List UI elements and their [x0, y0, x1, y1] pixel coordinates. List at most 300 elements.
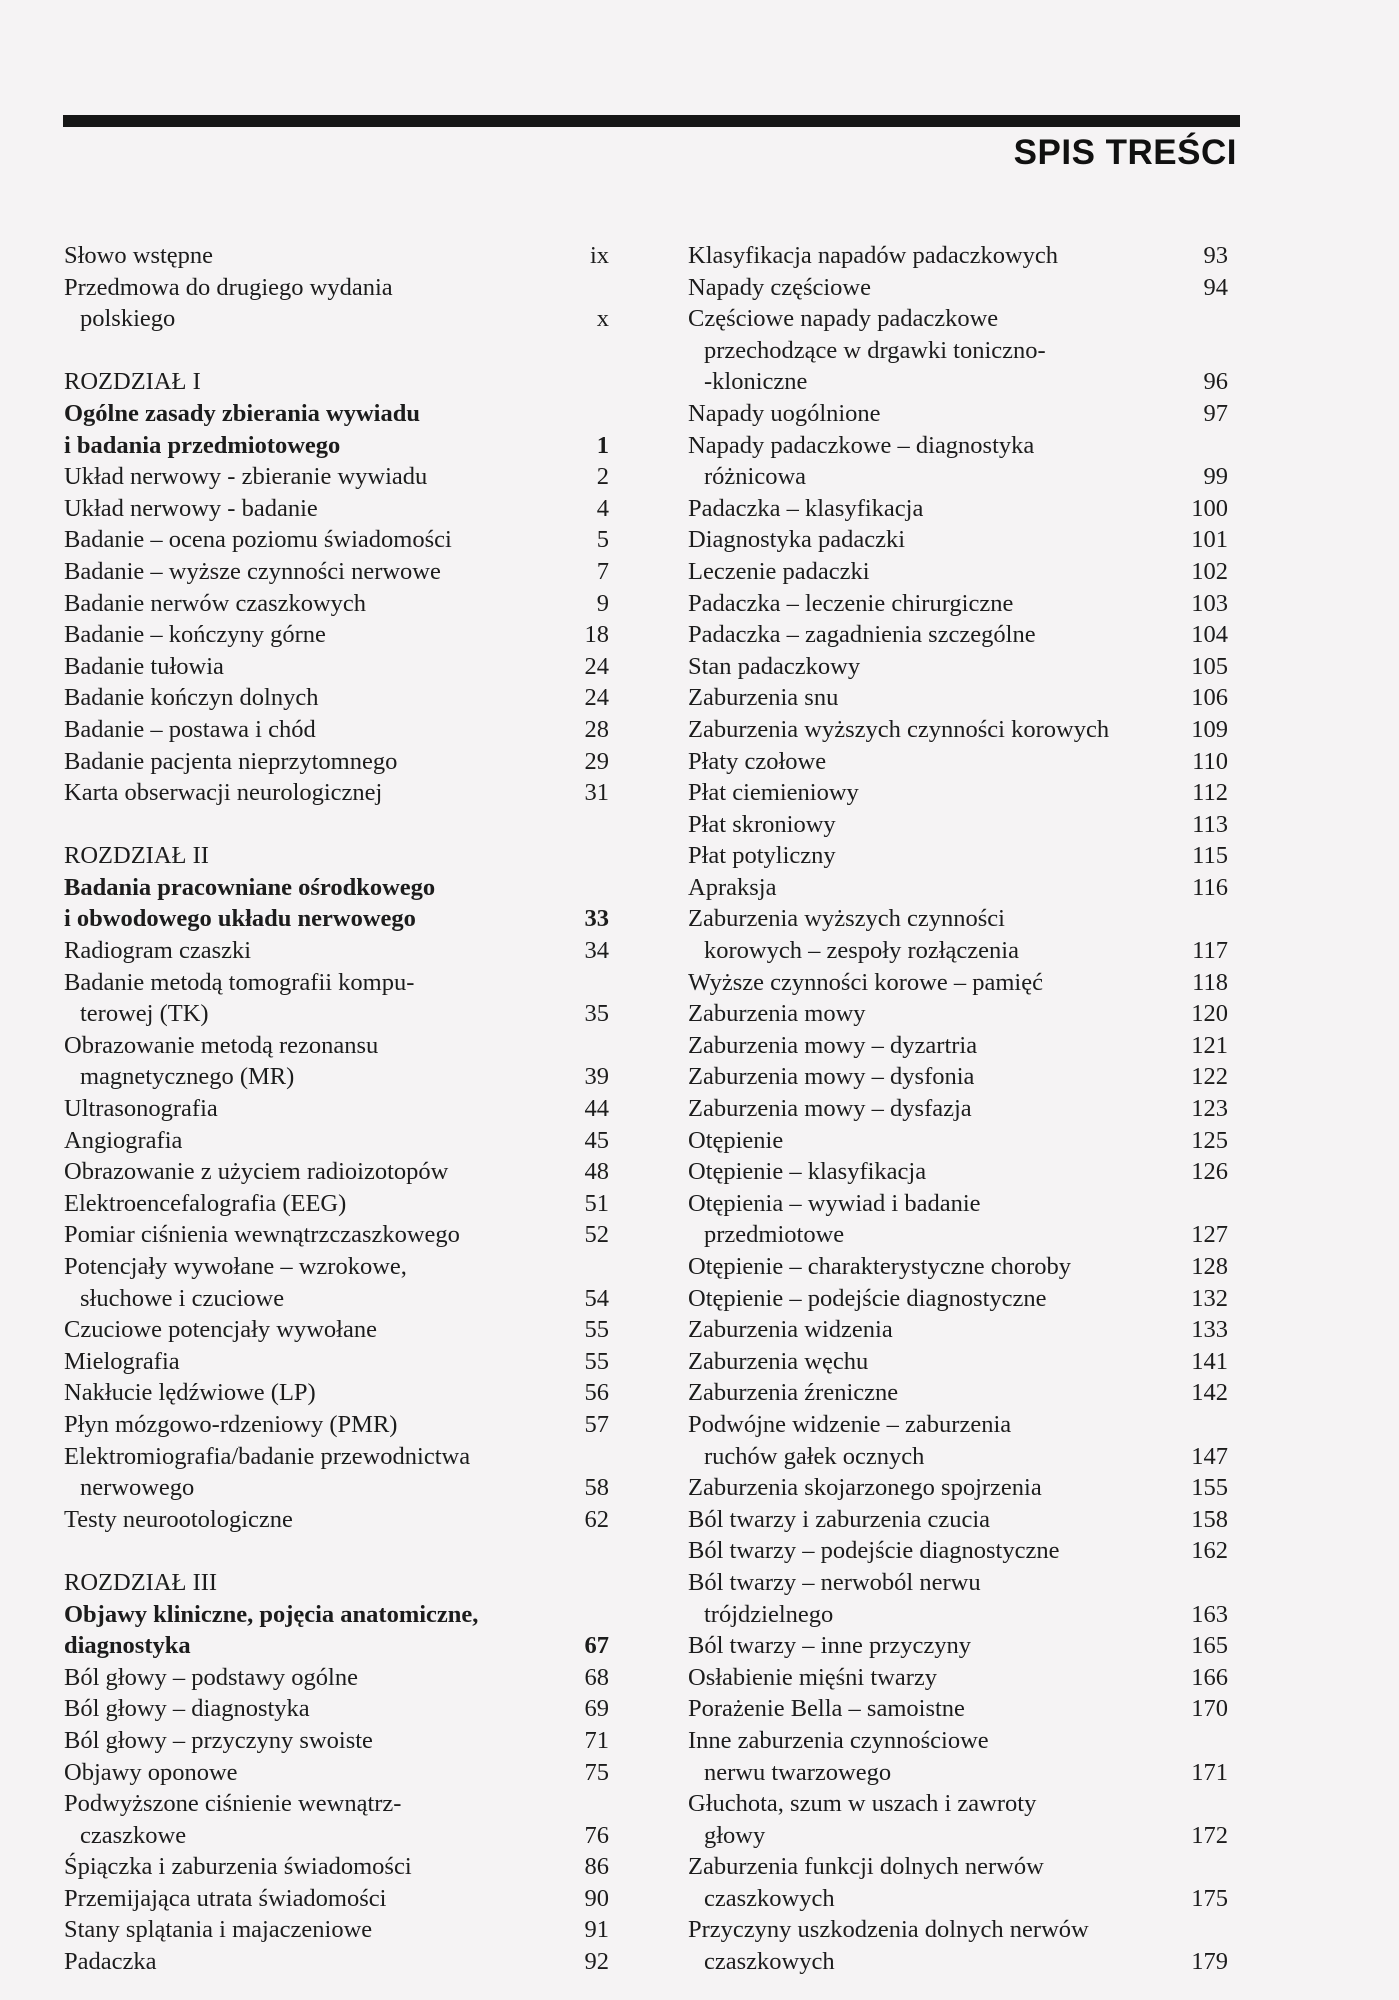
toc-entry-title — [64, 1409, 565, 1441]
toc-entry-line: Badanie pacjenta nieprzytomnego — [64, 747, 398, 775]
toc-entry-title — [64, 1314, 565, 1346]
toc-entry — [64, 1219, 609, 1251]
toc-entry-line: Klasyfikacja napadów padaczkowych — [688, 242, 1059, 269]
toc-entry — [64, 1883, 609, 1915]
toc-entry-title — [64, 524, 565, 556]
toc-entry-line: Diagnostyka padaczki — [688, 526, 906, 554]
toc-entry-title — [64, 651, 565, 683]
toc-entry-title — [688, 493, 1184, 525]
toc-entry-line: Zaburzenia mowy – dyzartria — [688, 1031, 978, 1059]
toc-entry-line: Obrazowanie z użyciem radioizotopów — [64, 1158, 449, 1186]
toc-entry-title — [688, 1283, 1184, 1315]
toc-entry-title — [64, 1125, 565, 1157]
toc-entry-title — [688, 524, 1184, 556]
toc-page-number: 69 — [584, 1695, 609, 1723]
toc-entry-title — [688, 651, 1184, 683]
toc-entry — [688, 1030, 1228, 1062]
toc-entry — [688, 1472, 1228, 1504]
toc-page-number: 4 — [596, 494, 609, 522]
toc-entry-line: Płat skroniowy — [688, 810, 836, 838]
toc-page-number: 75 — [584, 1758, 609, 1786]
toc-entry-line: trójdzielnego — [704, 1600, 834, 1628]
toc-entry-title — [688, 1788, 1184, 1851]
toc-entry — [688, 1125, 1228, 1157]
toc-entry-line: Płat potyliczny — [688, 842, 836, 870]
toc-entry-line: Płyn mózgowo-rdzeniowy (PMR) — [64, 1410, 398, 1438]
toc-entry-line: nerwu twarzowego — [704, 1758, 892, 1786]
toc-entry — [688, 651, 1228, 683]
toc-entry-line: Elektromiografia/badanie przewodnictwa — [64, 1442, 471, 1470]
toc-entry — [688, 967, 1228, 999]
toc-entry — [688, 303, 1228, 398]
toc-entry-title — [688, 1188, 1184, 1251]
toc-page-number: 55 — [584, 1347, 609, 1375]
toc-entry — [688, 1188, 1228, 1251]
toc-entry-title — [688, 1251, 1184, 1283]
toc-entry — [688, 1567, 1228, 1630]
toc-entry-title — [688, 1725, 1184, 1788]
toc-entry-title — [64, 1377, 565, 1409]
toc-entry-line: Częściowe napady padaczkowe — [688, 305, 999, 333]
toc-page-number: 31 — [584, 779, 609, 807]
toc-page-number: 24 — [584, 652, 609, 680]
toc-page-number: 7 — [596, 557, 609, 585]
toc-entry-line: Podwyższone ciśnienie wewnątrz- — [64, 1790, 402, 1818]
toc-entry-title — [688, 809, 1184, 841]
toc-page-number: 155 — [1191, 1474, 1228, 1502]
toc-entry-line: Badanie tułowia — [64, 652, 224, 680]
toc-entry-line: polskiego — [80, 305, 176, 333]
toc-entry-line: Objawy kliniczne, pojęcia anatomiczne, — [64, 1600, 479, 1628]
toc-entry-title — [688, 840, 1184, 872]
toc-page-number: 33 — [584, 905, 609, 933]
toc-entry-title — [64, 588, 565, 620]
toc-page-number: 112 — [1192, 779, 1228, 807]
toc-entry-line: Ból głowy – przyczyny swoiste — [64, 1726, 373, 1754]
toc-page-number: 101 — [1191, 526, 1228, 554]
toc-page-number: 9 — [596, 589, 609, 617]
toc-page-number: 58 — [584, 1474, 609, 1502]
toc-page-number: 100 — [1191, 494, 1228, 522]
toc-entry — [688, 272, 1228, 304]
toc-entry-line: Radiogram czaszki — [64, 937, 252, 965]
toc-page-number: 170 — [1191, 1695, 1228, 1723]
toc-entry-line: Osłabienie mięśni twarzy — [688, 1663, 938, 1691]
toc-entry-line: Inne zaburzenia czynnościowe — [688, 1726, 989, 1754]
toc-page-number: 51 — [584, 1189, 609, 1217]
toc-entry-title — [64, 1504, 565, 1536]
toc-entry — [688, 903, 1228, 966]
toc-page-number: 39 — [584, 1063, 609, 1091]
toc-entry-title — [688, 682, 1184, 714]
toc-entry-line: Wyższe czynności korowe – pamięć — [688, 968, 1043, 996]
toc-entry-title — [64, 682, 565, 714]
toc-entry-line: Zaburzenia wyższych czynności — [688, 905, 1005, 933]
toc-entry-title — [64, 746, 565, 778]
toc-page-number: 96 — [1203, 368, 1228, 396]
toc-page-number: 126 — [1191, 1158, 1228, 1186]
toc-entry — [64, 651, 609, 683]
toc-entry-line: czaszkowe — [80, 1821, 187, 1849]
toc-entry-line: Ból twarzy – podejście diagnostyczne — [688, 1537, 1060, 1565]
toc-entry-title — [688, 1314, 1184, 1346]
toc-entry-title — [688, 1093, 1184, 1125]
toc-entry-line: Stany splątania i majaczeniowe — [64, 1916, 373, 1944]
toc-entry — [688, 840, 1228, 872]
toc-entry — [64, 682, 609, 714]
toc-entry — [688, 1346, 1228, 1378]
toc-entry-title — [688, 714, 1184, 746]
toc-entry-title — [64, 777, 565, 809]
toc-entry-line: Zaburzenia widzenia — [688, 1316, 893, 1344]
toc-entry — [64, 1377, 609, 1409]
toc-entry-line: terowej (TK) — [80, 1000, 209, 1028]
toc-entry-line: Apraksja — [688, 873, 777, 901]
toc-entry-line: Napady częściowe — [688, 273, 871, 301]
toc-entry-line: Badanie kończyn dolnych — [64, 684, 319, 712]
toc-entry-line: czaszkowych — [704, 1948, 835, 1976]
toc-page-number: ix — [589, 242, 609, 269]
toc-entry-line: magnetycznego (MR) — [80, 1063, 295, 1091]
toc-entry — [64, 461, 609, 493]
toc-entry-title — [688, 1630, 1184, 1662]
toc-page-number: 142 — [1191, 1379, 1228, 1407]
toc-entry-title — [64, 714, 565, 746]
toc-entry — [688, 1662, 1228, 1694]
toc-entry-title — [64, 1030, 565, 1093]
toc-entry-title — [688, 272, 1184, 304]
toc-right-column — [688, 240, 1228, 1978]
toc-entry-title — [64, 272, 565, 335]
toc-page-number: 171 — [1191, 1758, 1228, 1786]
toc-entry-line: Padaczka – leczenie chirurgiczne — [688, 589, 1014, 617]
toc-page-number: x — [596, 305, 609, 333]
toc-entry-title — [64, 1883, 565, 1915]
toc-entry-line: Pomiar ciśnienia wewnątrzczaszkowego — [64, 1221, 460, 1249]
toc-entry — [688, 1061, 1228, 1093]
toc-entry-title — [688, 1504, 1184, 1536]
toc-entry — [688, 1093, 1228, 1125]
toc-entry-line: Ból twarzy – inne przyczyny — [688, 1632, 972, 1660]
toc-entry-line: Ból głowy – diagnostyka — [64, 1695, 310, 1723]
toc-entry-title — [688, 1851, 1184, 1914]
toc-entry-title — [688, 903, 1184, 966]
toc-page-number: 34 — [584, 937, 609, 965]
toc-entry — [688, 1630, 1228, 1662]
toc-entry-line: Płat ciemieniowy — [688, 779, 859, 807]
toc-entry-line: Padaczka – klasyfikacja — [688, 494, 924, 522]
toc-entry-title — [688, 303, 1184, 398]
toc-entry-title — [688, 1346, 1184, 1378]
toc-entry — [688, 1251, 1228, 1283]
toc-entry — [688, 777, 1228, 809]
toc-entry-title — [64, 967, 565, 1030]
toc-entry-title — [64, 493, 565, 525]
toc-page-number: 106 — [1191, 684, 1228, 712]
toc-entry — [688, 1788, 1228, 1851]
toc-entry-line: Objawy oponowe — [64, 1758, 238, 1786]
toc-page-number: 166 — [1191, 1663, 1228, 1691]
toc-page-number: 179 — [1191, 1948, 1228, 1976]
toc-entry — [688, 1409, 1228, 1472]
chapter-heading: ROZDZIAŁ II — [64, 842, 209, 870]
toc-entry-line: głowy — [704, 1821, 766, 1849]
toc-entry-title — [688, 1567, 1184, 1630]
toc-entry-title — [688, 240, 1184, 272]
toc-entry-line: Zaburzenia mowy – dysfazja — [688, 1095, 972, 1123]
toc-entry — [64, 272, 609, 335]
toc-entry — [64, 714, 609, 746]
toc-entry — [688, 1314, 1228, 1346]
toc-entry — [64, 1314, 609, 1346]
chapter-title-entry — [64, 1599, 609, 1662]
toc-page-number: 68 — [584, 1663, 609, 1691]
toc-entry — [64, 1946, 609, 1978]
toc-entry — [64, 1757, 609, 1789]
toc-entry-title — [688, 1535, 1184, 1567]
toc-entry-line: Porażenie Bella – samoistne — [688, 1695, 965, 1723]
toc-entry-line: korowych – zespoły rozłączenia — [704, 937, 1019, 965]
toc-page-number: 115 — [1192, 842, 1228, 870]
toc-entry — [688, 1914, 1228, 1977]
toc-entry-line: Śpiączka i zaburzenia świadomości — [64, 1853, 412, 1881]
toc-page-number: 24 — [584, 684, 609, 712]
toc-entry-line: Zaburzenia funkcji dolnych nerwów — [688, 1853, 1044, 1881]
toc-entry — [688, 682, 1228, 714]
toc-entry — [64, 967, 609, 1030]
toc-page-number: 175 — [1191, 1884, 1228, 1912]
toc-entry-line: Potencjały wywołane – wzrokowe, — [64, 1253, 407, 1280]
toc-page-number: 141 — [1191, 1347, 1228, 1375]
toc-page-number: 121 — [1191, 1031, 1228, 1059]
toc-entry-line: ruchów gałek ocznych — [704, 1442, 925, 1470]
toc-page-number: 92 — [584, 1948, 609, 1976]
toc-entry — [64, 777, 609, 809]
chapter-title-entry — [64, 872, 609, 935]
toc-entry-title — [688, 1409, 1184, 1472]
toc-entry-title — [688, 1125, 1184, 1157]
header-rule — [63, 115, 1240, 127]
toc-entry-line: Płaty czołowe — [688, 747, 827, 775]
toc-entry-line: Otępienie – klasyfikacja — [688, 1158, 927, 1186]
toc-entry — [64, 1093, 609, 1125]
toc-entry-line: czaszkowych — [704, 1884, 835, 1912]
toc-entry-line: Otępienia – wywiad i badanie — [688, 1189, 981, 1217]
toc-entry — [688, 998, 1228, 1030]
toc-entry — [688, 1851, 1228, 1914]
toc-entry-line: Zaburzenia źreniczne — [688, 1379, 899, 1407]
toc-entry-title — [64, 935, 565, 967]
toc-entry-title — [64, 1693, 565, 1725]
toc-page-number: 54 — [584, 1284, 609, 1312]
toc-entry — [688, 493, 1228, 525]
toc-entry — [64, 1125, 609, 1157]
toc-entry-title — [688, 1377, 1184, 1409]
toc-entry — [688, 1377, 1228, 1409]
toc-page-number: 125 — [1191, 1126, 1228, 1154]
toc-page-number: 118 — [1192, 968, 1228, 996]
toc-entry-line: -kloniczne — [704, 368, 808, 396]
toc-page-number: 99 — [1203, 463, 1228, 491]
toc-page-number: 35 — [584, 1000, 609, 1028]
toc-entry-line: Ogólne zasady zbierania wywiadu — [64, 399, 420, 427]
toc-page-number: 90 — [584, 1884, 609, 1912]
toc-page-number: 86 — [584, 1853, 609, 1881]
toc-entry-line: Ultrasonografia — [64, 1095, 218, 1123]
toc-entry-line: Zaburzenia wyższych czynności korowych — [688, 715, 1110, 743]
toc-entry — [64, 746, 609, 778]
toc-entry-line: Czuciowe potencjały wywołane — [64, 1316, 377, 1344]
toc-entry-title — [688, 619, 1184, 651]
toc-page-number: 62 — [584, 1505, 609, 1533]
toc-page-number: 127 — [1191, 1221, 1228, 1249]
toc-page-number: 48 — [584, 1158, 609, 1186]
toc-entry — [688, 714, 1228, 746]
toc-entry-line: Badanie metodą tomografii kompu- — [64, 968, 415, 996]
toc-entry — [688, 809, 1228, 841]
toc-entry-title — [688, 1030, 1184, 1062]
toc-page-number: 57 — [584, 1410, 609, 1438]
toc-entry-title — [688, 1472, 1184, 1504]
toc-entry-line: Układ nerwowy - zbieranie wywiadu — [64, 463, 428, 491]
toc-entry-title — [64, 556, 565, 588]
toc-entry — [64, 935, 609, 967]
toc-entry-line: Przemijająca utrata świadomości — [64, 1884, 387, 1912]
toc-entry-line: Angiografia — [64, 1126, 183, 1154]
toc-entry-line: Badanie nerwów czaszkowych — [64, 589, 367, 617]
toc-entry-title — [688, 998, 1184, 1030]
toc-entry — [64, 1251, 609, 1314]
toc-page-number: 133 — [1191, 1316, 1228, 1344]
toc-page-number: 117 — [1192, 937, 1228, 965]
toc-entry-line: Karta obserwacji neurologicznej — [64, 779, 383, 807]
toc-page-number: 132 — [1191, 1284, 1228, 1312]
toc-entry — [688, 619, 1228, 651]
toc-entry-title — [64, 1946, 565, 1978]
toc-entry-title — [64, 872, 565, 935]
toc-entry — [64, 588, 609, 620]
toc-entry-line: Badanie – kończyny górne — [64, 621, 326, 649]
toc-entry-line: i badania przedmiotowego — [64, 431, 341, 459]
toc-entry-line: Napady uogólnione — [688, 399, 881, 427]
toc-entry — [64, 493, 609, 525]
toc-entry-line: różnicowa — [704, 463, 807, 491]
toc-entry — [688, 1283, 1228, 1315]
toc-page-number: 71 — [584, 1726, 609, 1754]
toc-page-number: 110 — [1192, 747, 1228, 775]
toc-entry-line: Układ nerwowy - badanie — [64, 494, 318, 522]
toc-entry-line: Badania pracowniane ośrodkowego — [64, 873, 436, 901]
toc-entry — [64, 1788, 609, 1851]
toc-entry-line: Badanie – wyższe czynności nerwowe — [64, 557, 441, 585]
toc-entry — [64, 1504, 609, 1536]
toc-entry — [688, 1725, 1228, 1788]
toc-entry — [688, 240, 1228, 272]
toc-page-number: 120 — [1191, 1000, 1228, 1028]
toc-page-number: 44 — [584, 1095, 609, 1123]
toc-entry-title — [64, 1188, 565, 1220]
toc-entry-line: Ból twarzy i zaburzenia czucia — [688, 1505, 991, 1533]
toc-entry — [64, 619, 609, 651]
toc-entry-title — [688, 746, 1184, 778]
toc-page-number: 103 — [1191, 589, 1228, 617]
toc-page-number: 2 — [596, 463, 609, 491]
toc-page-number: 28 — [584, 715, 609, 743]
toc-page-number: 1 — [596, 431, 609, 459]
toc-entry-line: Nakłucie lędźwiowe (LP) — [64, 1379, 316, 1407]
toc-page-number: 163 — [1191, 1600, 1228, 1628]
toc-entry-line: Elektroencefalografia (EEG) — [64, 1189, 347, 1217]
toc-entry-title — [64, 1219, 565, 1251]
toc-entry-line: nerwowego — [80, 1474, 195, 1502]
toc-entry — [64, 1693, 609, 1725]
toc-entry-title — [64, 1914, 565, 1946]
toc-entry-line: Podwójne widzenie – zaburzenia — [688, 1410, 1012, 1438]
toc-entry — [64, 1725, 609, 1757]
toc-entry — [64, 1346, 609, 1378]
toc-entry-title — [64, 1093, 565, 1125]
toc-page-number: 113 — [1192, 810, 1228, 838]
toc-entry-title — [64, 398, 565, 461]
toc-entry-title — [64, 619, 565, 651]
toc-page-number: 128 — [1191, 1253, 1228, 1280]
toc-entry-title — [688, 588, 1184, 620]
toc-entry-title — [64, 1156, 565, 1188]
toc-page-number: 29 — [584, 747, 609, 775]
toc-entry-title — [64, 1441, 565, 1504]
toc-entry-title — [64, 1251, 565, 1314]
toc-entry — [688, 1156, 1228, 1188]
toc-entry-title — [688, 777, 1184, 809]
toc-entry — [688, 430, 1228, 493]
toc-page-number: 56 — [584, 1379, 609, 1407]
toc-entry-title — [688, 1061, 1184, 1093]
toc-page-number: 5 — [596, 526, 609, 554]
toc-entry-line: Badanie – postawa i chód — [64, 715, 316, 743]
toc-entry — [64, 556, 609, 588]
toc-entry — [64, 1409, 609, 1441]
toc-entry-title — [688, 872, 1184, 904]
toc-entry — [64, 1851, 609, 1883]
toc-entry-line: diagnostyka — [64, 1632, 191, 1660]
toc-page-number: 55 — [584, 1316, 609, 1344]
page-title: SPIS TREŚCI — [1013, 133, 1237, 172]
toc-entry-title — [688, 1156, 1184, 1188]
toc-page-number: 102 — [1191, 557, 1228, 585]
toc-entry-line: Testy neurootologiczne — [64, 1505, 293, 1533]
toc-entry-title — [688, 430, 1184, 493]
toc-page-number: 97 — [1203, 399, 1228, 427]
toc-page-number: 52 — [584, 1221, 609, 1249]
toc-page-number: 18 — [584, 621, 609, 649]
toc-page-number: 147 — [1191, 1442, 1228, 1470]
toc-entry-line: i obwodowego układu nerwowego — [64, 905, 416, 933]
toc-page-number: 94 — [1203, 273, 1228, 301]
toc-entry — [64, 240, 609, 272]
toc-page-number: 123 — [1191, 1095, 1228, 1123]
toc-entry — [64, 1441, 609, 1504]
toc-entry — [64, 1030, 609, 1093]
toc-page-number: 76 — [584, 1821, 609, 1849]
toc-page-number: 104 — [1191, 621, 1228, 649]
toc-entry-line: Padaczka — [64, 1948, 157, 1976]
toc-page-number: 116 — [1192, 873, 1228, 901]
toc-entry-title — [64, 1599, 565, 1662]
chapter-title-entry — [64, 398, 609, 461]
toc-entry-title — [64, 1662, 565, 1694]
toc-entry-title — [64, 1725, 565, 1757]
toc-entry-line: Przedmowa do drugiego wydania — [64, 273, 393, 301]
